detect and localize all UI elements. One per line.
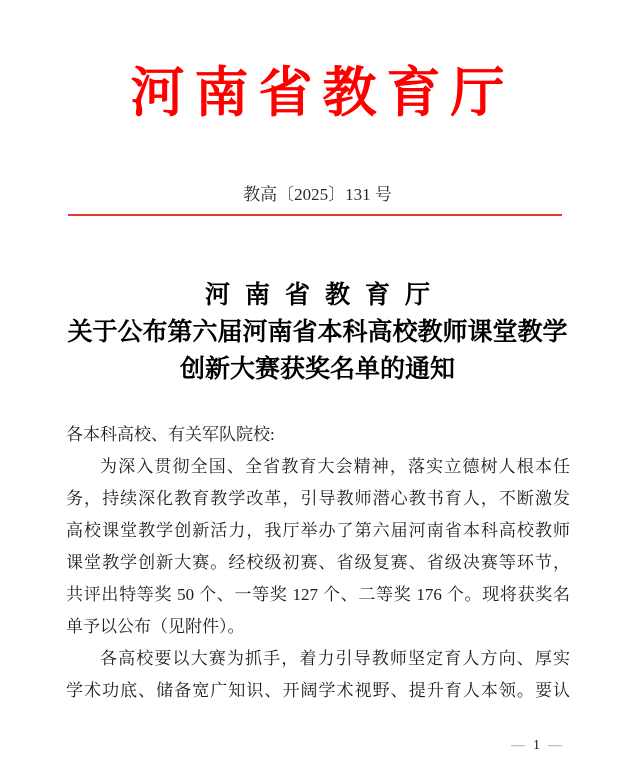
- body-line-4: 课堂教学创新大赛。经校级初赛、省级复赛、省级决赛等环节，: [66, 553, 570, 572]
- salutation: 各本科高校、有关军队院校:: [66, 425, 275, 444]
- body-line-2: 务，持续深化教育教学改革，引导教师潜心教书育人，不断激发: [66, 489, 570, 508]
- red-divider-line: [68, 214, 562, 216]
- body-line-5: 共评出特等奖 50 个、一等奖 127 个、二等奖 176 个。现将获奖名: [66, 585, 570, 604]
- footer-dash-left: —: [511, 738, 525, 753]
- notice-title-line2: 关于公布第六届河南省本科高校教师课堂教学: [67, 319, 568, 346]
- body-line-7: 各高校要以大赛为抓手，着力引导教师坚定育人方向、厚实: [100, 649, 570, 668]
- notice-body: [66, 419, 570, 707]
- notice-title-line3: 创新大赛获奖名单的通知: [179, 356, 455, 383]
- body-line-6: 单予以公布（见附件）。: [66, 617, 245, 636]
- letterhead-agency-title: 河南省教育厅: [130, 63, 515, 123]
- notice-title-agency-line: 河南省教育厅: [204, 282, 445, 309]
- page-number: 1: [533, 738, 540, 753]
- notice-title: [0, 277, 635, 388]
- document-number: 教高〔2025〕131 号: [243, 185, 392, 204]
- body-line-8: 学术功底、储备宽广知识、开阔学术视野、提升育人本领。要认: [66, 681, 570, 700]
- body-line-1: 为深入贯彻全国、全省教育大会精神，落实立德树人根本任: [100, 457, 570, 476]
- footer-dash-right: —: [548, 738, 562, 753]
- body-line-3: 高校课堂教学创新活力，我厅举办了第六届河南省本科高校教师: [66, 521, 570, 540]
- page-footer: [511, 737, 562, 755]
